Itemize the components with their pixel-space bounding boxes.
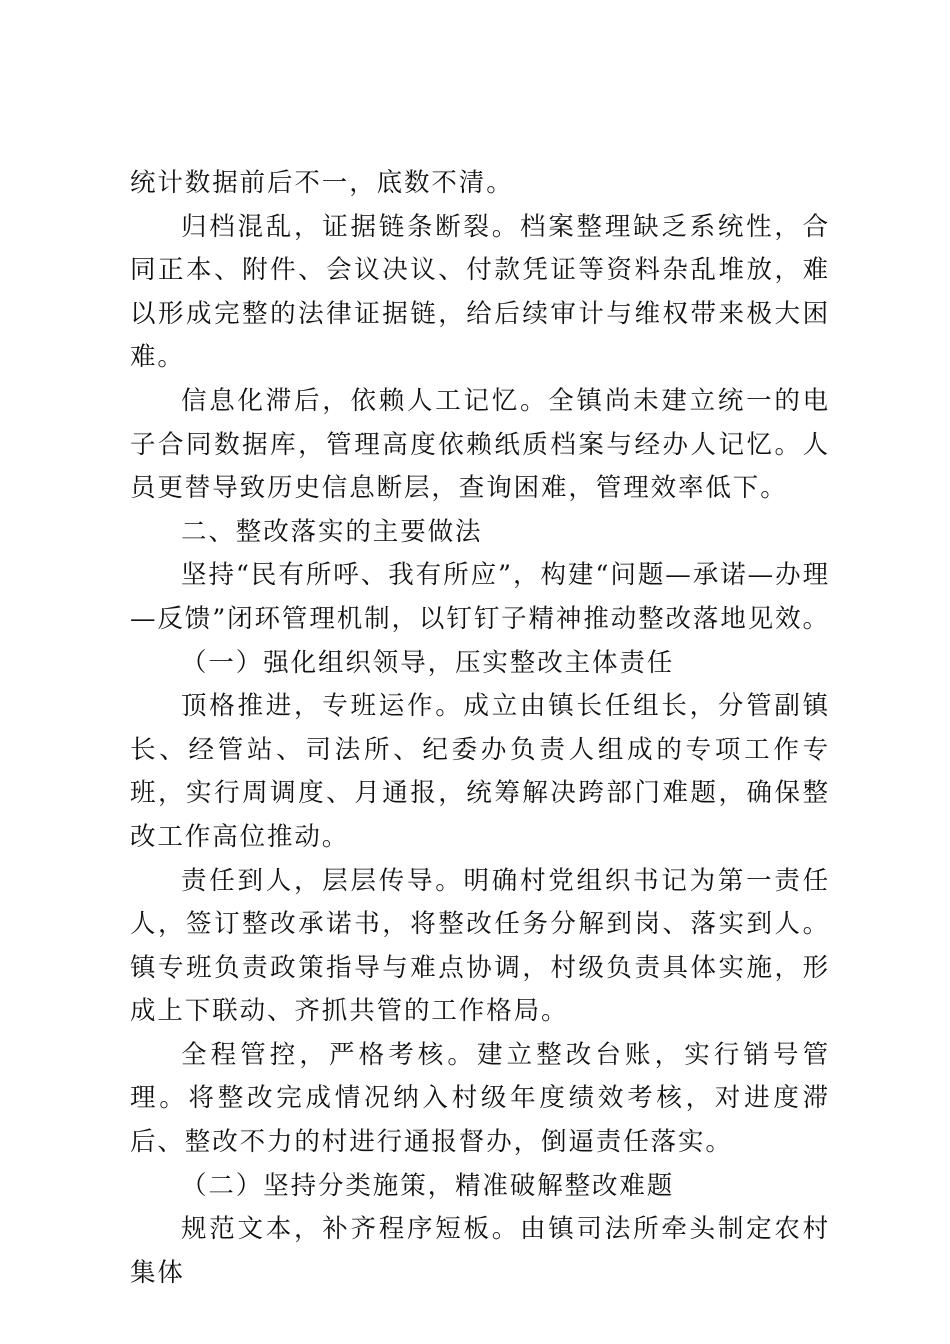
subsection-heading: （二）坚持分类施策，精准破解整改难题 — [181, 1170, 675, 1201]
paragraph: 信息化滞后，依赖人工记忆。全镇尚未建立统一的电子合同数据库，管理高度依赖纸质档案与经办人记忆。人员更替导致历史信息断层，查询困难，管理效率低下。 — [130, 385, 830, 504]
paragraph: 全程管控，严格考核。建立整改台账，实行销号管理。将整改完成情况纳入村级年度绩效考核，对进度滞后、整改不力的村进行通报督办，倒逼责任落实。 — [130, 1039, 830, 1158]
paragraph: 坚持“民有所呼、我有所应”，构建“问题—承诺—办理—反馈”闭环管理机制，以钉钉子精神推动整改落地见效。 — [130, 560, 830, 634]
section-heading: 二、整改落实的主要做法 — [181, 516, 483, 547]
document-body — [130, 162, 830, 1295]
paragraph: 顶格推进，专班运作。成立由镇长任组长，分管副镇长、经管站、司法所、纪委办负责人组成的专项工作专班，实行周调度、月通报，统筹解决跨部门难题，确保整改工作高位推动。 — [130, 691, 830, 852]
paragraph: 归档混乱，证据链条断裂。档案整理缺乏系统性，合同正本、附件、会议决议、付款凭证等资料杂乱堆放，难以形成完整的法律证据链，给后续审计与维权带来极大困难。 — [130, 211, 830, 373]
paragraph: 规范文本，补齐程序短板。由镇司法所牵头制定农村集体 — [130, 1214, 830, 1288]
paragraph: 统计数据前后不一，底数不清。 — [130, 168, 514, 198]
subsection-heading: （一）强化组织领导，压实整改主体责任 — [181, 647, 675, 678]
paragraph: 责任到人，层层传导。明确村党组织书记为第一责任人，签订整改承诺书，将整改任务分解到岗、落实到人。镇专班负责政策指导与难点协调，村级负责具体实施，形成上下联动、齐抓共管的工作格局。 — [130, 865, 830, 1027]
